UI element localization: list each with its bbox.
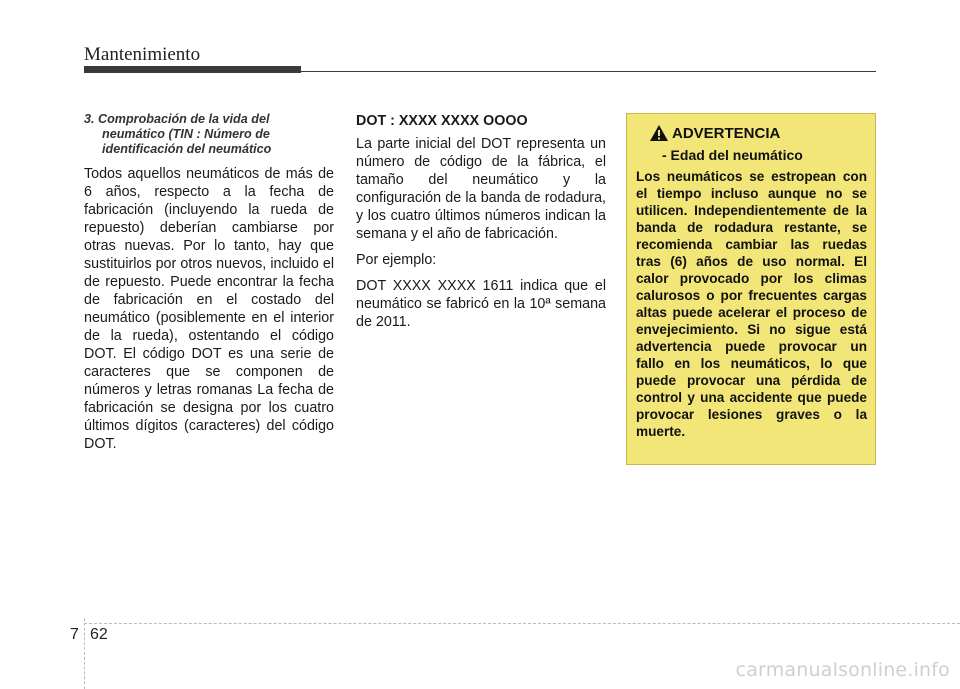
- header-rule: [301, 71, 876, 72]
- header-bar: [84, 66, 301, 73]
- page-number: 62: [90, 626, 108, 643]
- dot-explanation: La parte inicial del DOT representa un número de código de la fábrica, el tamaño del neumático y la configuración de la banda de rodadura, y los cuatro últimos números indican la semana y el año de fabricación.: [356, 136, 606, 242]
- footer-divider: [84, 618, 85, 689]
- chapter-number: 7: [70, 626, 79, 643]
- column-middle: [356, 112, 606, 339]
- dot-code-heading: DOT : XXXX XXXX OOOO: [356, 113, 528, 129]
- warning-triangle-icon: [649, 124, 669, 142]
- warning-title: ADVERTENCIA: [672, 124, 781, 142]
- warning-body: Los neumáticos se estropean con el tiempo incluso aunque no se utilicen. Independientemente de la banda de rodadura restante, se recomienda cambiar las ruedas tras (6) años de uso normal. El calor provocado por los climas calurosos o por frecuentes cargas altas puede acelerar el proceso de envejecimiento. Si no sigue está advertencia puede provocar un fallo en los neumáticos, lo que puede provocar una pérdida de control y una accidente que puede provocar lesiones graves o la muerte.: [636, 169, 867, 439]
- column-left: [84, 112, 334, 461]
- warning-box: [626, 113, 876, 465]
- page-header-title: Mantenimiento: [84, 44, 201, 65]
- section-subheading: 3. Comprobación de la vida del neumático (TIN : Número de identificación del neumático: [84, 112, 272, 156]
- warning-title-row: [649, 122, 867, 144]
- watermark: carmanualsonline.info: [735, 659, 950, 681]
- warning-subtitle: - Edad del neumático: [662, 147, 803, 163]
- section-body: Todos aquellos neumáticos de más de 6 años, respecto a la fecha de fabricación (incluyendo la rueda de repuesto) deberían cambiarse por otras nuevas. Por lo tanto, hay que sustituirlos por otros nuevos, incluido el de repuesto. Puede encontrar la fecha de fabricación en el costado del neumático (posiblemente en el interior de la rueda), ostentando el código DOT. El código DOT es una serie de caracteres que se componen de números y letras romanas La fecha de fabricación se designa por los cuatro últimos dígitos (caracteres) del código DOT.: [84, 166, 334, 452]
- example-label: Por ejemplo:: [356, 252, 437, 268]
- footer-rule: [84, 623, 960, 624]
- example-text: DOT XXXX XXXX 1611 indica que el neumático se fabricó en la 10ª semana de 2011.: [356, 278, 606, 330]
